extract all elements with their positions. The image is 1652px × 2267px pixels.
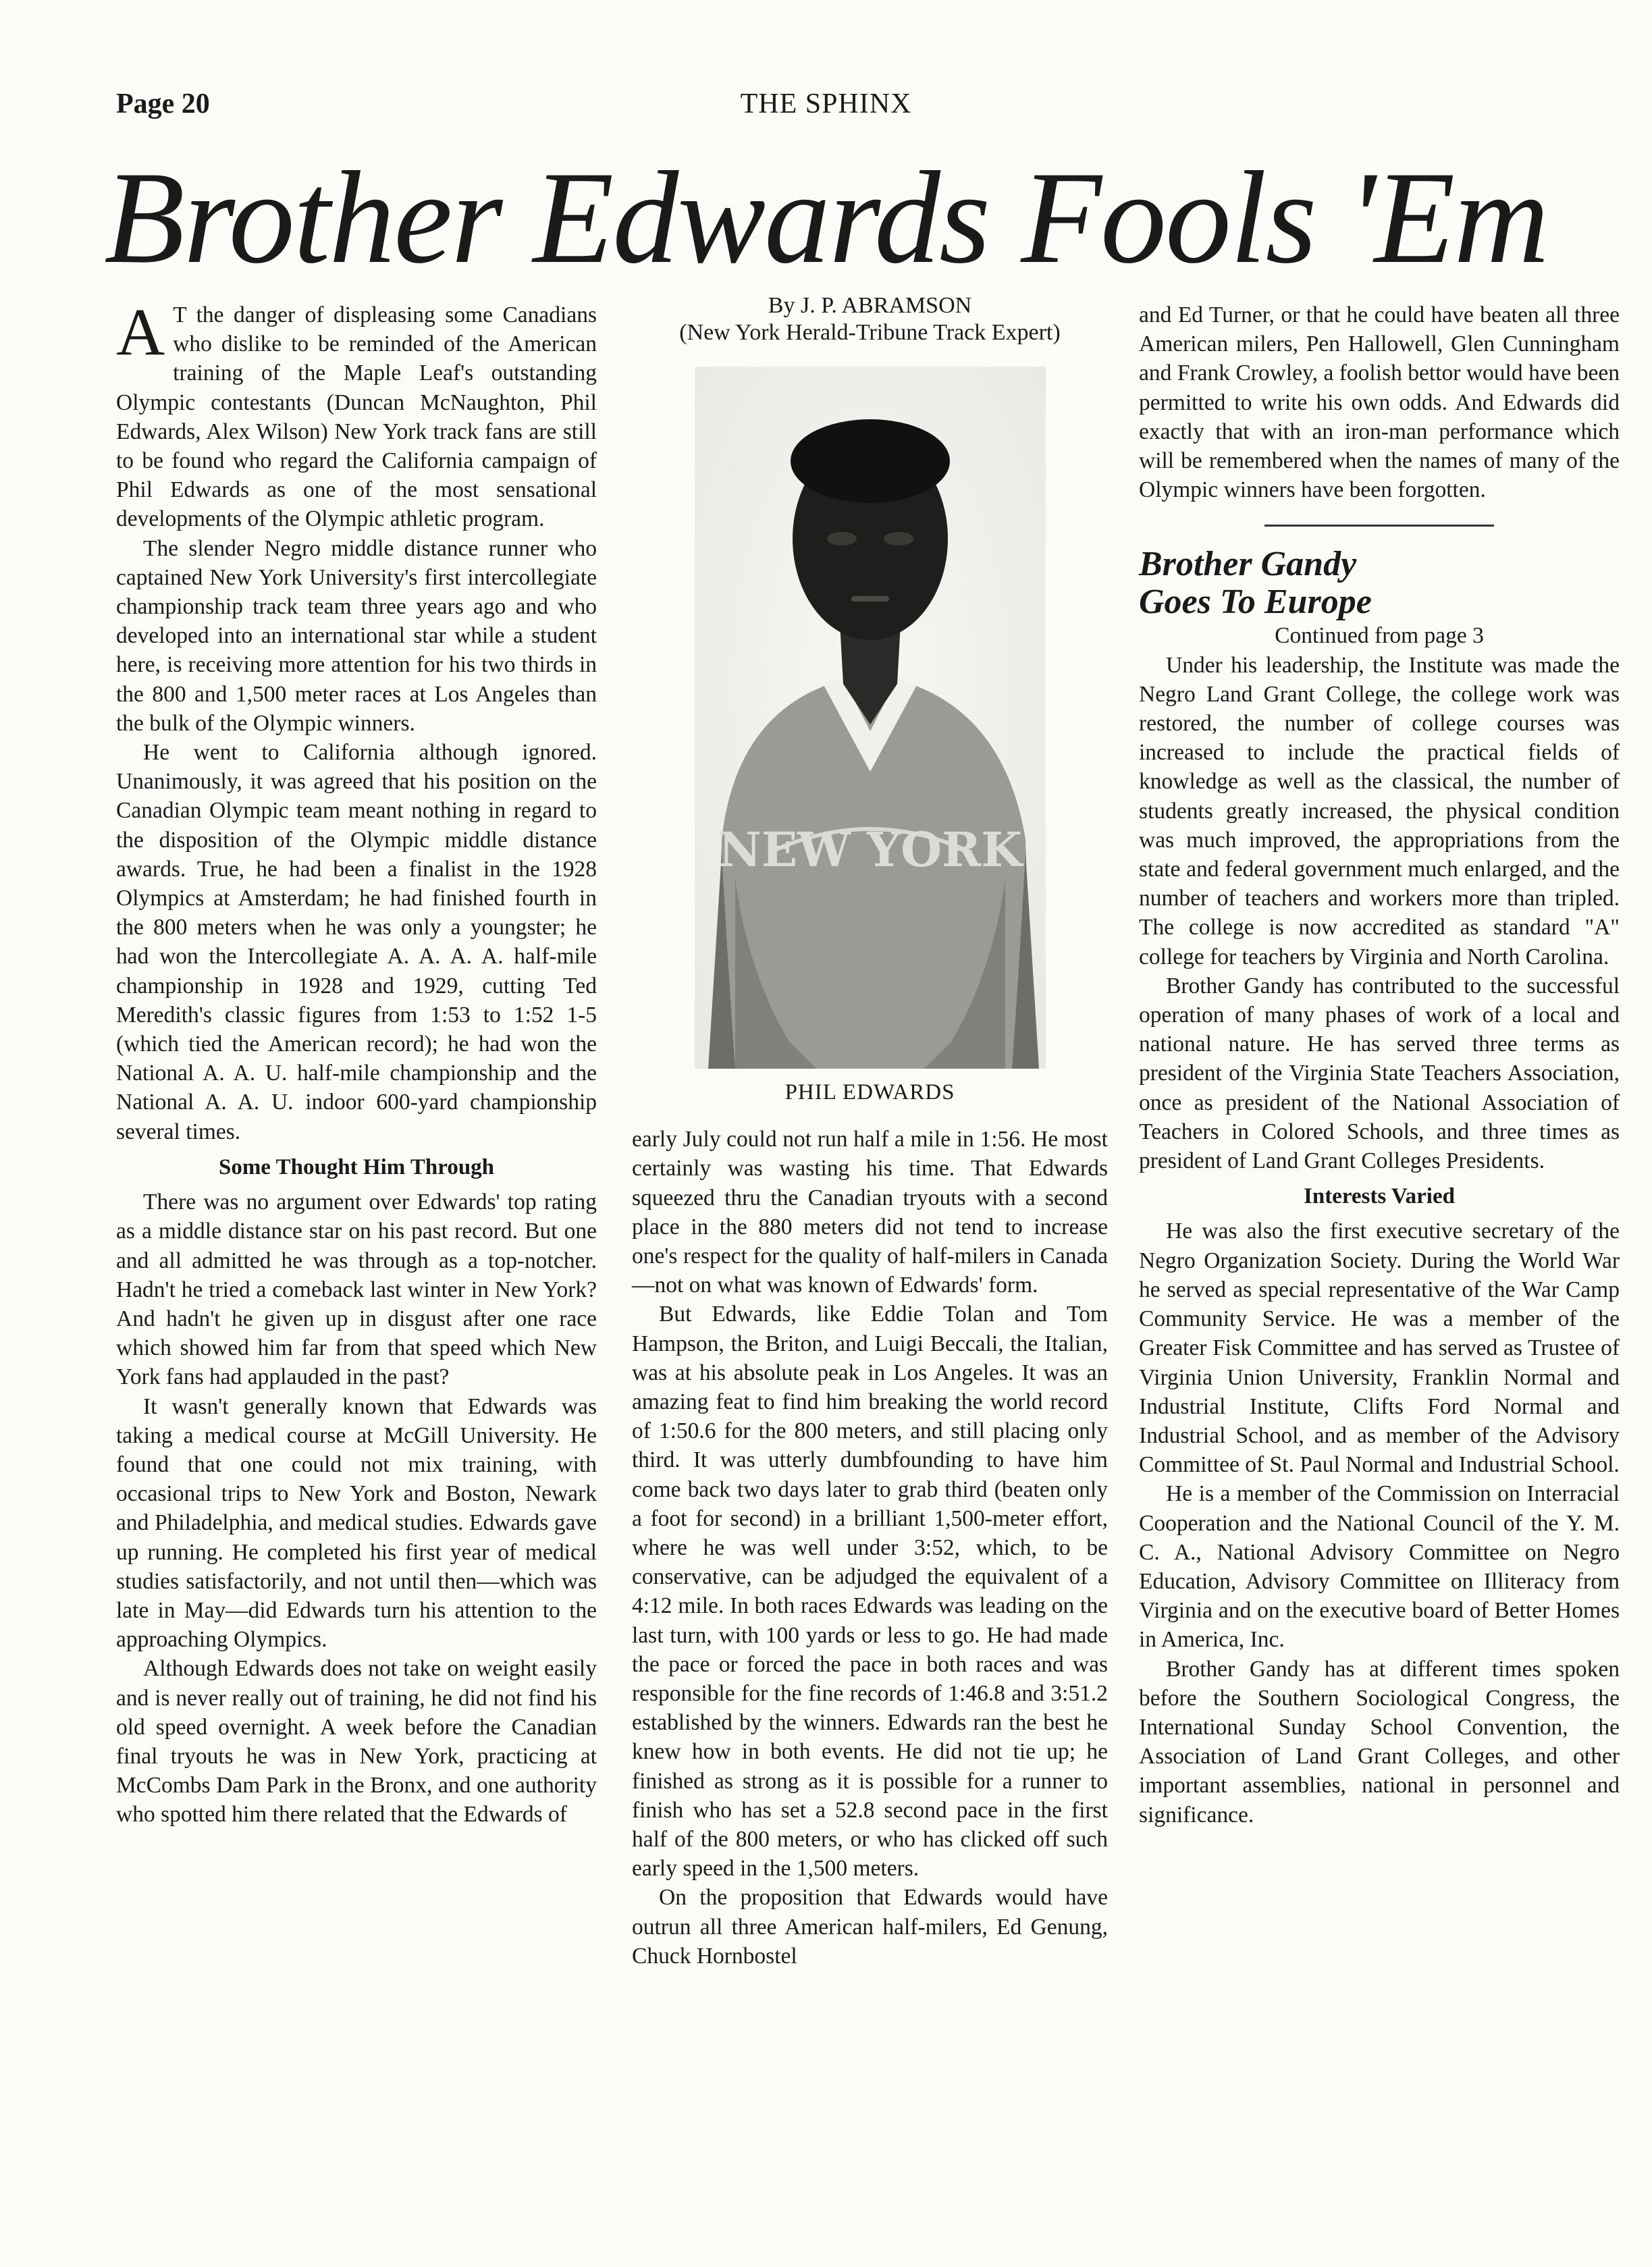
sidebar-title: Brother Gandy Goes To Europe: [1139, 545, 1372, 622]
continued-note: Continued from page 3: [1275, 623, 1484, 649]
subheading: Some Thought Him Through: [218, 1154, 495, 1179]
byline: [632, 292, 1108, 346]
article-paragraph: A T the danger of displeasing some Canadians who dislike to be reminded of the American training of the Maple Leaf's outstanding Olympic contestants (Duncan McNaughton, Phil Edwards, Alex Wilson) New York track fans are still to be found who regard the California campaign of Phil Edwards as one of the most sensational developments of the Olympic athletic program.: [116, 294, 597, 532]
sweater-lettering: NEW YORK: [718, 822, 1022, 878]
article-paragraph: It wasn't generally known that Edwards was taking a medical course at McGill University. He found that one could not mix training, with occasional trips to New York and Boston, Newark and Philadelphia, and medical studies. Edwards gave up running. He completed his first year of medical studies satisfactorily, and not until then—which was late in May—did Edwards turn his attention to the approaching Olympics.: [116, 1393, 597, 1653]
article-paragraph: He went to California although ignored. Unanimously, it was agreed that his position on the Canadian Olympic team meant nothing in regard to the disposition of the Olympic middle distance awards. True, he had been a finalist in the 1928 Olympics at Amsterdam; he had finished fourth in the 800 meters when he was only a youngster; he had won the Intercollegiate A. A. A. A. half-mile championship in 1928 and 1929, cutting Ted Meredith's classic figures from 1:53 to 1:52 1-5 (which tied the American record); he had won the National A. A. U. half-mile championship and the National A. A. U. indoor 600-yard championship several times.: [116, 740, 597, 1144]
page-number: Page 20: [116, 88, 210, 119]
article-paragraph: But Edwards, like Eddie Tolan and Tom Hampson, the Briton, and Luigi Beccali, the Italian, was at his absolute peak in Los Angeles. It was an amazing feat to find him breaking the world record of 1:50.6 for the 800 meters, and still placing only third. It was utterly dumbfounding to have him come back two days later to grab third (beaten only a foot for second) in a brilliant 1,500-meter effort, where he was well under 3:52, which, to be conservative, can be adjudged the equivalent of a 4:12 mile. In both races Edwards was leading on the last turn, with 100 yards or less to go. He had made the pace or forced the pace in both races and was responsible for the fine records of 1:46.8 and 3:51.2 established by the winners. Edwards ran the best he knew how in both events. He did not tie up; he finished as strong as it is possible for a runner to finish who has set a 52.8 second pace in the first half of the 800 meters, or who has clicked off such early speed in the 1,500 meters.: [632, 1302, 1108, 1882]
byline-author: By J. P. ABRAMSON: [768, 293, 972, 318]
magazine-name: THE SPHINX: [740, 88, 912, 119]
byline-affiliation: (New York Herald-Tribune Track Expert): [679, 320, 1061, 345]
photo-caption: PHIL EDWARDS: [784, 1080, 955, 1104]
article-paragraph: The slender Negro middle distance runner who captained New York University's first intercollegiate championship track team three years ago and who developed into an international star while a student here, is receiving more attention for his two thirds in the 800 and 1,500 meter races at Los Angeles than the bulk of the Olympic winners.: [116, 535, 597, 736]
article-paragraph: early July could not run half a mile in 1:56. He most certainly was wasting his time. That Edwards squeezed thru the Canadian tryouts with a second place in the 880 meters did not tend to increase one's respect for the quality of half-milers in Canada—not on what was known of Edwards' form.: [632, 1127, 1108, 1298]
article-title: Brother Edwards Fools 'Em: [104, 144, 1548, 291]
article-paragraph: There was no argument over Edwards' top rating as a middle distance star on his past record. But one and all admitted he was through as a top-notcher. Hadn't he tried a comeback last winter in New York? And hadn't he given up in disgust after one race which showed him far from that speed which New York fans had applauded in the past?: [116, 1190, 597, 1390]
column-3: [1139, 300, 1620, 1830]
section-divider: [1264, 525, 1494, 527]
athlete-photo: [695, 367, 1046, 1069]
column-2: [632, 293, 1108, 1971]
column-1: [116, 294, 597, 1830]
article-paragraph: and Ed Turner, or that he could have beaten all three American milers, Pen Hallowell, Glen Cunningham and Frank Crowley, a foolish bettor would have been permitted to write his own odds. And Edwards did exactly that with an iron-man performance which will be remembered when the names of many of the Olympic winners have been forgotten.: [1139, 302, 1620, 503]
article-paragraph: Although Edwards does not take on weight easily and is never really out of training, he did not find his old speed overnight. A week before the Canadian final tryouts he was in New York, practicing at McCombs Dam Park in the Bronx, and one authority who spotted him there related that the Edwards of: [116, 1656, 597, 1828]
article-paragraph: On the proposition that Edwards would have outrun all three American half-milers, Ed Genung, Chuck Hornbostel: [632, 1885, 1108, 1969]
athlete-portrait-image: [695, 367, 1046, 1069]
sidebar-paragraph: Under his leadership, the Institute was made the Negro Land Grant College, the college work was restored, the number of college courses was increased to include the practical fields of knowledge as well as the classical, the number of students greatly increased, the physical condition was much improved, the appropriations from the state and federal government much enlarged, and the number of teachers and workers more than tripled. The college is now accredited as standard "A" college for teachers by Virginia and North Carolina.: [1139, 652, 1620, 969]
sidebar-subheading: Interests Varied: [1304, 1184, 1455, 1209]
sidebar-paragraph: He is a member of the Commission on Interracial Cooperation and the National Council of the Y. M. C. A., National Advisory Committee on Negro Education, Advisory Committee on Illiteracy from Virginia and on the executive board of Better Homes in America, Inc.: [1139, 1481, 1620, 1653]
drop-cap: A: [116, 294, 165, 369]
sidebar-paragraph: He was also the first executive secretary of the Negro Organization Society. During the World War he served as special representative of the War Camp Community Service. He was a member of the Greater Fisk Committee and has served as Trustee of Virginia Union University, Franklin Normal and Industrial Institute, Clifts Ford Normal and Industrial School, and as member of the Advisory Committee of St. Paul Normal and Industrial School.: [1139, 1219, 1620, 1478]
sidebar-paragraph: Brother Gandy has at different times spoken before the Southern Sociological Congress, the International Sunday School Convention, the Association of Land Grant Colleges, and other important assemblies, national in personnel and significance.: [1139, 1656, 1620, 1828]
sidebar-paragraph: Brother Gandy has contributed to the successful operation of many phases of work of a local and national nature. He has served three terms as president of the Virginia State Teachers Association, once as president of the National Association of Teachers in Colored Schools, and three times as president of Land Grant Colleges Presidents.: [1139, 973, 1620, 1174]
